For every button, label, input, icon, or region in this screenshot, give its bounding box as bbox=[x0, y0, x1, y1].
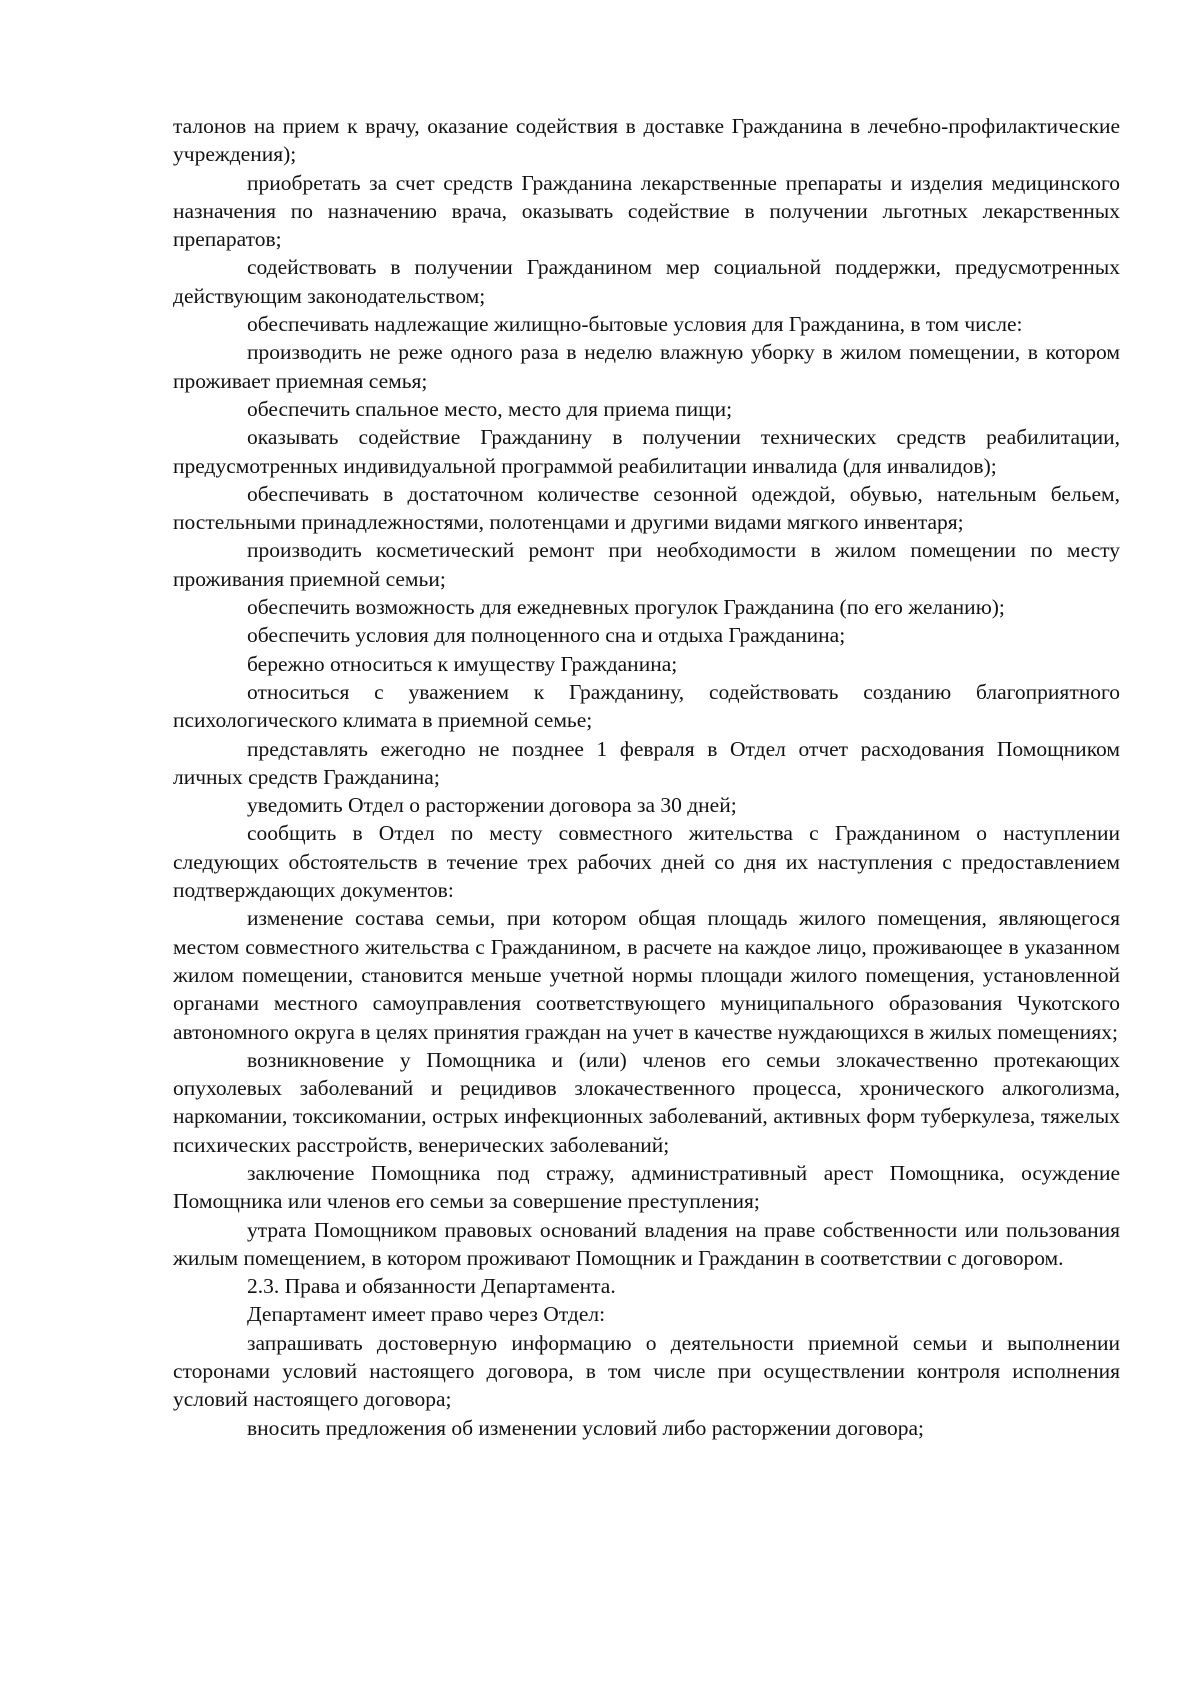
paragraph: запрашивать достоверную информацию о деятельности приемной семьи и выполнении сторонами условий настоящего договора, в том числе при осуществлении контроля исполнения условий настоящего договора; bbox=[173, 1330, 1120, 1412]
paragraph: Департамент имеет право через Отдел: bbox=[247, 1302, 606, 1327]
paragraph: оказывать содействие Гражданину в получении технических средств реабилитации, предусмотренных индивидуальной программой реабилитации инвалида (для инвалидов); bbox=[173, 425, 1120, 478]
paragraph: производить косметический ремонт при необходимости в жилом помещении по месту проживания приемной семьи; bbox=[173, 538, 1120, 591]
paragraph: обеспечивать в достаточном количестве сезонной одеждой, обувью, нательным бельем, постельными принадлежностями, полотенцами и другими видами мягкого инвентаря; bbox=[173, 481, 1120, 535]
paragraph: представлять ежегодно не позднее 1 февраля в Отдел отчет расходования Помощником личных средств Гражданина; bbox=[173, 736, 1120, 789]
paragraph: обеспечивать надлежащие жилищно-бытовые условия для Гражданина, в том числе: bbox=[247, 312, 1023, 337]
paragraph: талонов на прием к врачу, оказание содействия в доставке Гражданина в лечебно-профилактические учреждения); bbox=[173, 114, 1120, 167]
paragraph: заключение Помощника под стражу, административный арест Помощника, осуждение Помощника или членов его семьи за совершение преступления; bbox=[173, 1160, 1120, 1214]
paragraph: обеспечить спальное место, место для приема пищи; bbox=[247, 396, 733, 421]
paragraph: утрата Помощником правовых оснований владения на праве собственности или пользования жилым помещением, в котором проживают Помощник и Гражданин в соответствии с договором. bbox=[173, 1217, 1120, 1270]
paragraph: бережно относиться к имуществу Гражданина; bbox=[247, 651, 678, 676]
section-heading: 2.3. Права и обязанности Департамента. bbox=[247, 1274, 616, 1299]
paragraph: приобретать за счет средств Гражданина лекарственные препараты и изделия медицинского назначения по назначению врача, оказывать содействие в получении льготных лекарственных препаратов; bbox=[173, 170, 1120, 252]
paragraph: содействовать в получении Гражданином мер социальной поддержки, предусмотренных действующим законодательством; bbox=[173, 255, 1120, 308]
paragraph: относиться с уважением к Гражданину, содействовать созданию благоприятного психологического климата в приемной семье; bbox=[173, 679, 1120, 733]
paragraph: вносить предложения об изменении условий либо расторжении договора; bbox=[247, 1415, 925, 1440]
paragraph: обеспечить условия для полноценного сна и отдыха Гражданина; bbox=[247, 623, 846, 648]
document-body bbox=[173, 112, 1120, 1442]
paragraph: сообщить в Отдел по месту совместного жительства с Гражданином о наступлении следующих обстоятельств в течение трех рабочих дней со дня их наступления с предоставлением подтверждающих документов: bbox=[173, 821, 1120, 903]
paragraph: обеспечить возможность для ежедневных прогулок Гражданина (по его желанию); bbox=[247, 595, 1005, 620]
paragraph: уведомить Отдел о расторжении договора за 30 дней; bbox=[247, 793, 737, 818]
paragraph: производить не реже одного раза в неделю влажную уборку в жилом помещении, в котором проживает приемная семья; bbox=[173, 340, 1120, 393]
paragraph: возникновение у Помощника и (или) членов его семьи злокачественно протекающих опухолевых заболеваний и рецидивов злокачественного процесса, хронического алкоголизма, наркомании, токсикомании, острых инфекционных заболеваний, активных форм туберкулеза, тяжелых психических расстройств, венерических заболеваний; bbox=[173, 1047, 1120, 1157]
paragraph: изменение состава семьи, при котором общая площадь жилого помещения, являющегося местом совместного жительства с Гражданином, в расчете на каждое лицо, проживающее в указанном жилом помещении, становится меньше учетной нормы площади жилого помещения, установленной органами местного самоуправления соответствующего муниципального образования Чукотского автономного округа в целях принятия граждан на учет в качестве нуждающихся в жилых помещениях; bbox=[173, 906, 1120, 1044]
